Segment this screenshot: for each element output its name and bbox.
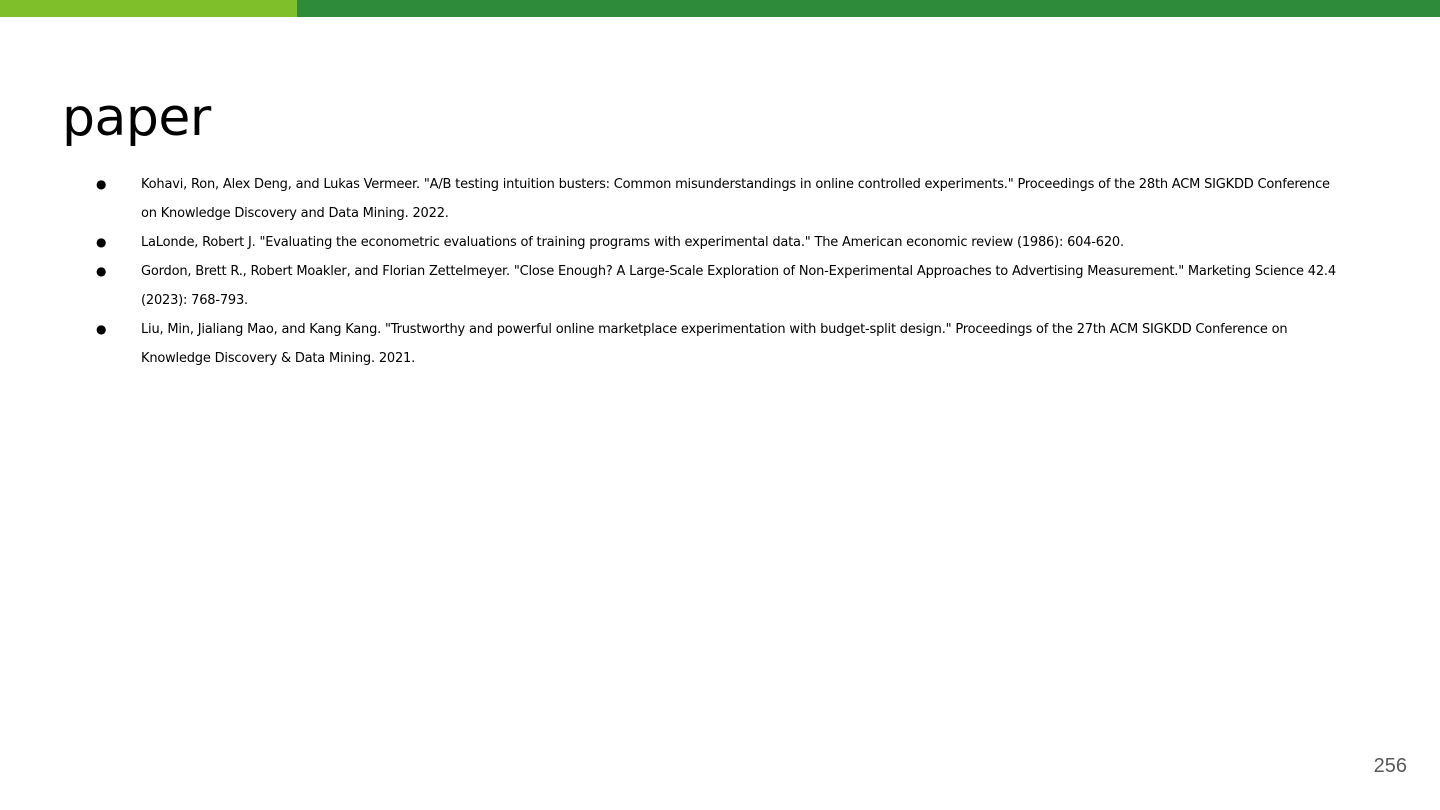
reference-item [96,257,1346,315]
bullet-icon: ● [96,264,107,278]
accent-bar-light-segment [0,0,297,17]
top-accent-bar [0,0,1440,17]
bullet-icon: ● [96,235,107,249]
reference-text: Liu, Min, Jialiang Mao, and Kang Kang. "Trustworthy and powerful online marketplace experimentation with budget-split design." Proceedings of the 27th ACM SIGKDD Conference on Knowledge Discovery & Data Mining. 2021. [141,322,1288,366]
reference-item [96,170,1346,228]
bullet-icon: ● [96,177,107,191]
reference-item [96,228,1346,257]
page-number: 256 [1373,755,1407,777]
reference-item [96,315,1346,373]
slide-title: paper [62,88,211,148]
reference-list [96,170,1346,373]
reference-text: LaLonde, Robert J. "Evaluating the econometric evaluations of training programs with experimental data." The American economic review (1986): 604-620. [141,235,1124,250]
bullet-icon: ● [96,322,107,336]
accent-bar-dark-segment [297,0,1440,17]
reference-text: Kohavi, Ron, Alex Deng, and Lukas Vermeer. "A/B testing intuition busters: Common misunderstandings in online controlled experiments." Proceedings of the 28th ACM SIGKDD Conference on Knowledge Discovery and Data Mining. 2022. [141,177,1330,221]
reference-text: Gordon, Brett R., Robert Moakler, and Florian Zettelmeyer. "Close Enough? A Large-Scale Exploration of Non-Experimental Approaches to Advertising Measurement." Marketing Science 42.4 (2023): 768-793. [141,264,1336,308]
